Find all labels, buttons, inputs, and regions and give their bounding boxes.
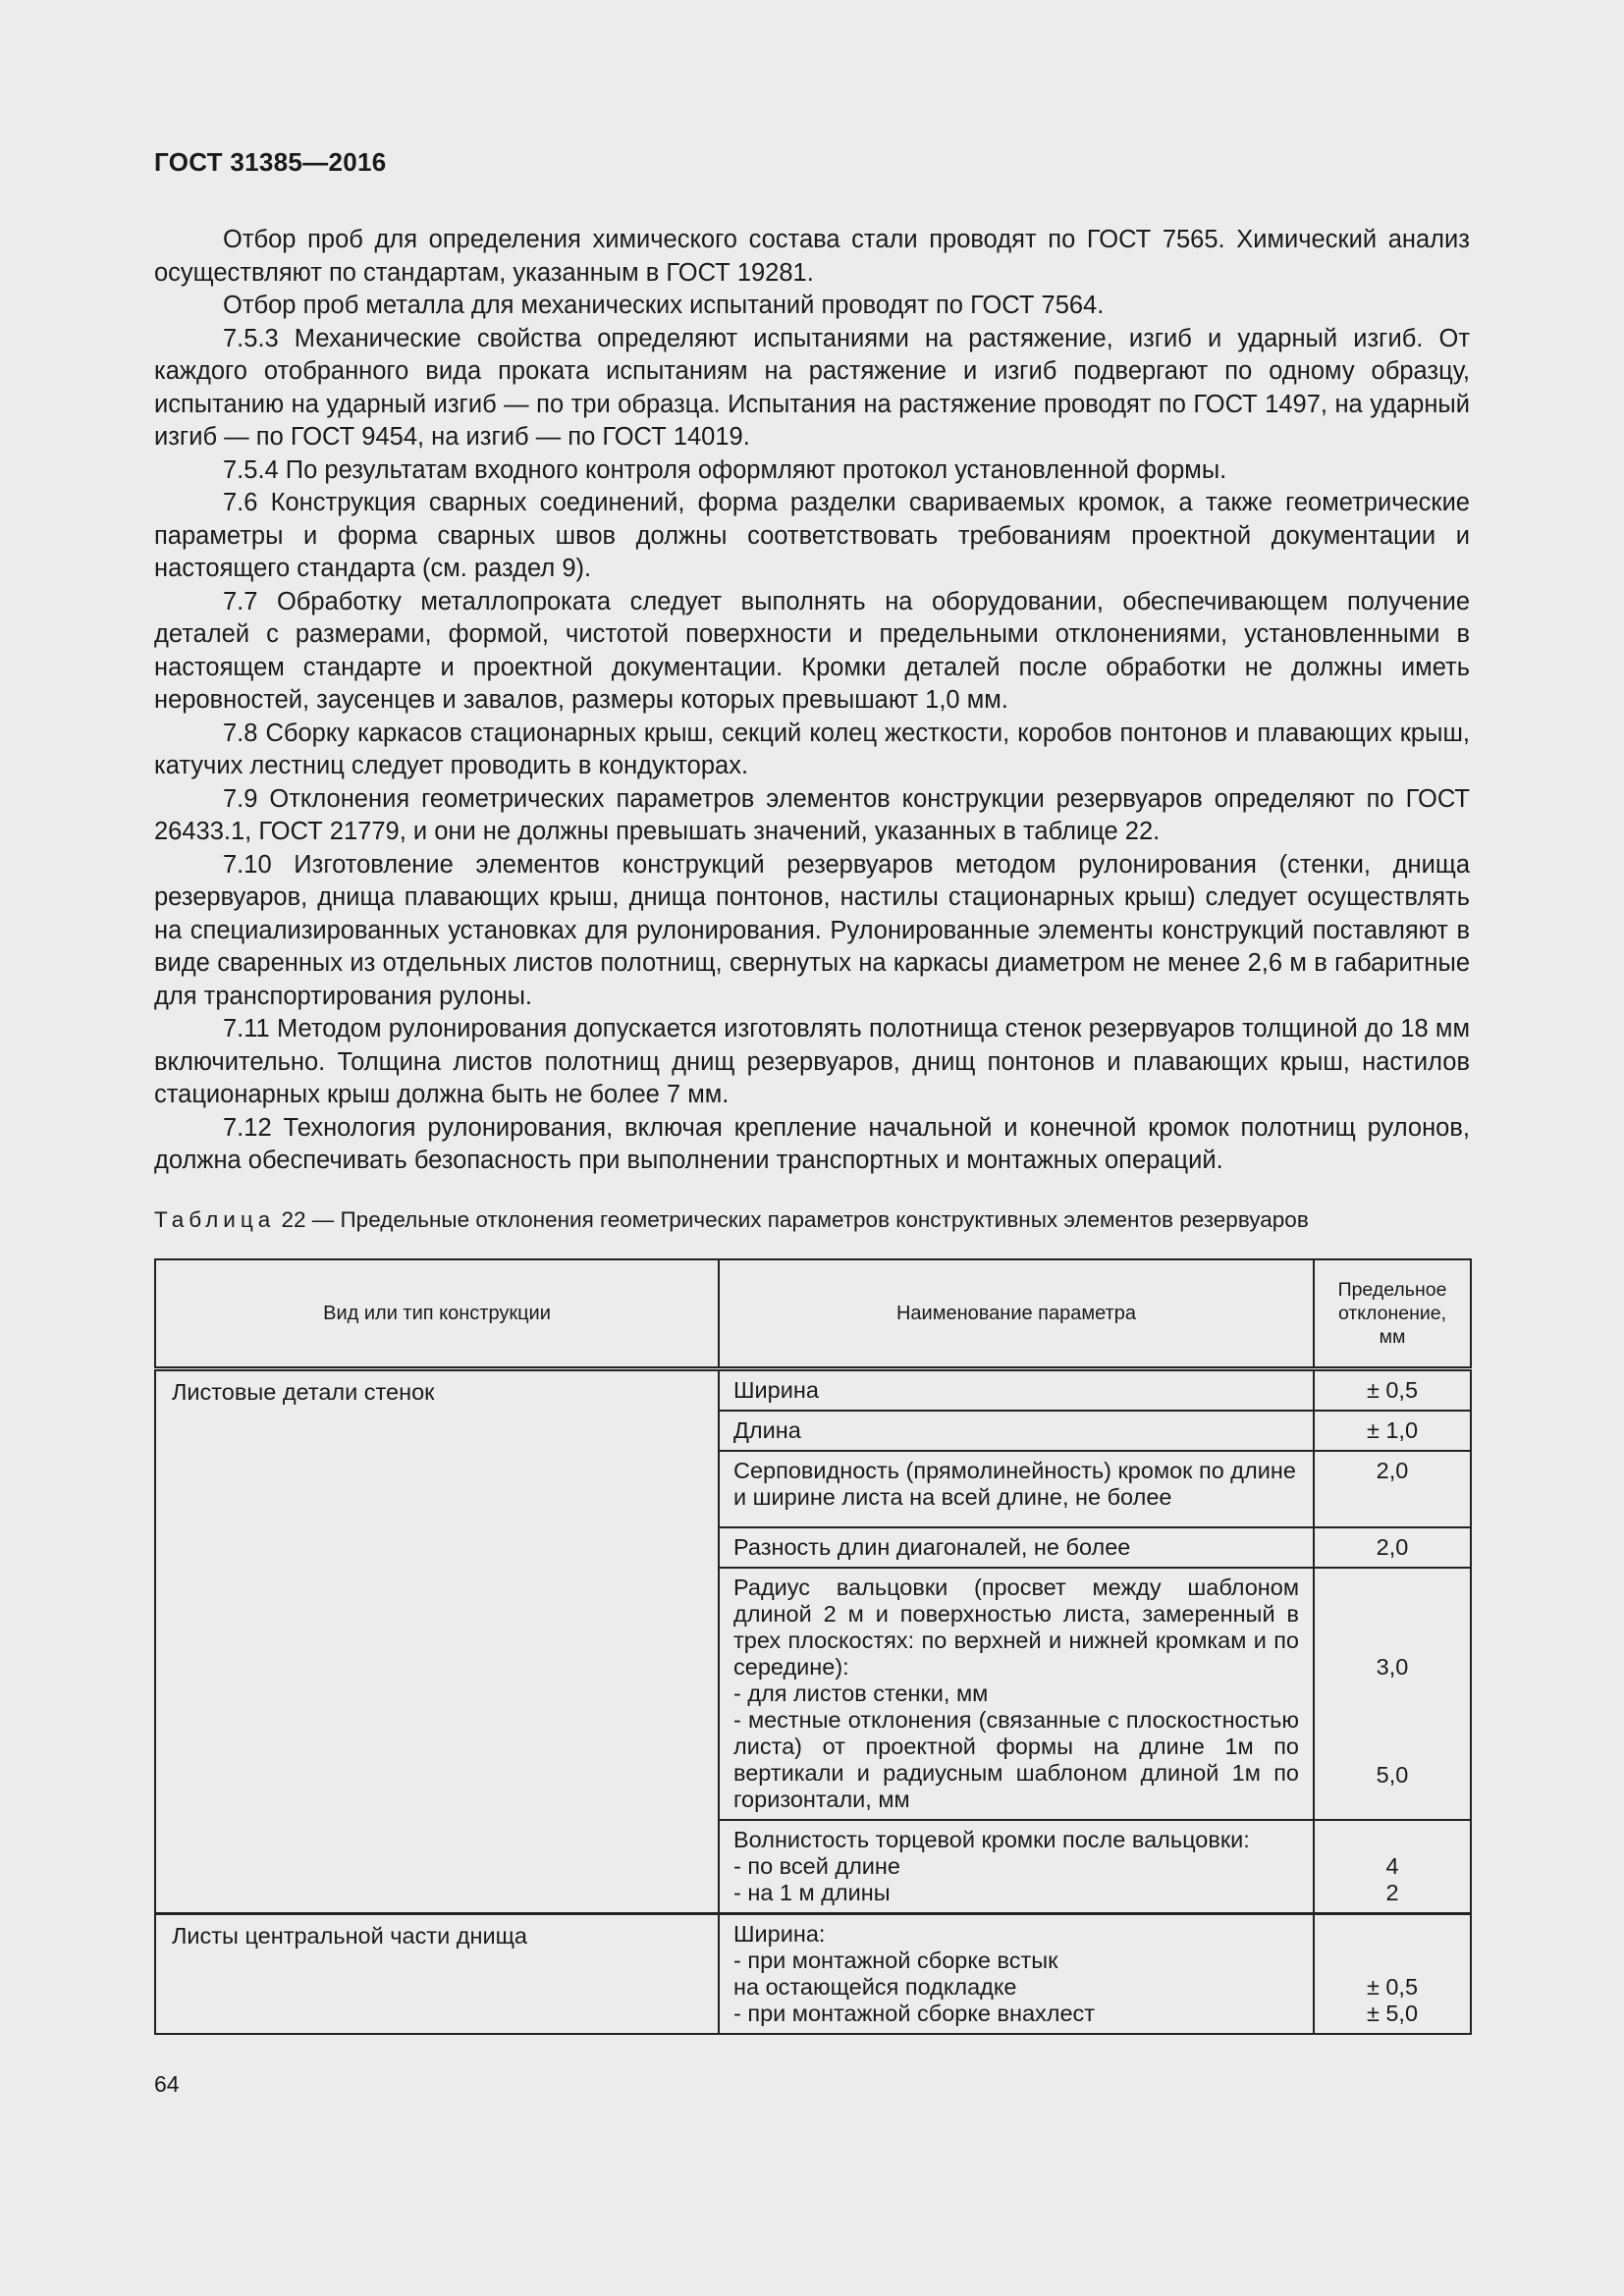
tolerance-cell: 2,0 (1314, 1451, 1471, 1527)
construction-type-cell: Листовые детали стенок (155, 1369, 719, 1914)
header-parameter-name: Наименование параметра (719, 1259, 1314, 1369)
parameter-cell: Длина (719, 1411, 1314, 1451)
page-number: 64 (154, 2071, 180, 2097)
table-caption (154, 1206, 1470, 1234)
paragraph: Отбор проб для определения химического состава стали проводят по ГОСТ 7565. Химический анализ осуществляют по стандартам, указанным в ГОСТ 19281. (154, 226, 1470, 287)
tolerance-cell: 4 2 (1314, 1820, 1471, 1914)
table-header-row (155, 1259, 1471, 1369)
paragraph: 7.8 Сборку каркасов стационарных крыш, секций колец жесткости, коробов понтонов и плавающих крыш, катучих лестниц следует проводить в кондукторах. (154, 719, 1470, 779)
parameter-cell: Волнистость торцевой кромки после вальцовки: - по всей длине - на 1 м длины (719, 1820, 1314, 1914)
table-row (155, 1369, 1471, 1412)
construction-type-cell: Листы центральной части днища (155, 1914, 719, 2035)
tolerance-cell: 2,0 (1314, 1527, 1471, 1568)
tolerance-table (154, 1258, 1472, 2035)
paragraph: 7.5.4 По результатам входного контроля оформляют протокол установленной формы. (223, 455, 1227, 484)
tolerance-cell: ± 1,0 (1314, 1411, 1471, 1451)
parameter-cell: Серповидность (прямолинейность) кромок по длине и ширине листа на всей длине, не более (719, 1451, 1314, 1527)
standard-header: ГОСТ 31385—2016 (154, 147, 387, 177)
paragraph: 7.5.3 Механические свойства определяют испытаниями на растяжение, изгиб и ударный изгиб. От каждого отобранного вида проката испытаниям на растяжение и изгиб подвергают по одному образцу, испытанию на ударный изгиб — по три образца. Испытания на растяжение проводят по ГОСТ 1497, на ударный изгиб — по ГОСТ 9454, на изгиб — по ГОСТ 14019. (154, 324, 1470, 451)
tolerance-cell: ± 0,5 (1314, 1369, 1471, 1412)
body-text (154, 224, 1470, 1178)
table-caption-word: Таблица (154, 1207, 276, 1232)
parameter-cell: Разность длин диагоналей, не более (719, 1527, 1314, 1568)
paragraph: 7.7 Обработку металлопроката следует выполнять на оборудовании, обеспечивающем получение деталей с размерами, формой, чистотой поверхности и предельными отклонениями, установленными в настоящем стандарте и проектной документации. Кромки деталей после обработки не должны иметь неровностей, заусенцев и завалов, размеры которых превышают 1,0 мм. (154, 587, 1470, 714)
header-tolerance: Предельное отклонение, мм (1314, 1259, 1471, 1369)
parameter-cell: Ширина (719, 1369, 1314, 1412)
paragraph: Отбор проб металла для механических испытаний проводят по ГОСТ 7564. (223, 292, 1105, 319)
table-caption-title: 22 — Предельные отклонения геометрических параметров конструктивных элементов резервуаров (275, 1207, 1309, 1232)
tolerance-cell: ± 0,5 ± 5,0 (1314, 1914, 1471, 2035)
paragraph: 7.12 Технология рулонирования, включая крепление начальной и конечной кромок полотнищ рулонов, должна обеспечивать безопасность при выполнении транспортных и монтажных операций. (154, 1113, 1470, 1174)
tolerance-cell: 3,0 5,0 (1314, 1568, 1471, 1820)
parameter-cell: Ширина: - при монтажной сборке встык на остающейся подкладке - при монтажной сборке внахлест (719, 1914, 1314, 2035)
paragraph: 7.9 Отклонения геометрических параметров элементов конструкции резервуаров определяют по ГОСТ 26433.1, ГОСТ 21779, и они не должны превышать значений, указанных в таблице 22. (154, 784, 1470, 845)
paragraph: 7.11 Методом рулонирования допускается изготовлять полотнища стенок резервуаров толщиной до 18 мм включительно. Толщина листов полотнищ днищ резервуаров, днищ понтонов и плавающих крыш, настилов стационарных крыш должна быть не более 7 мм. (154, 1015, 1470, 1108)
header-construction-type: Вид или тип конструкции (155, 1259, 719, 1369)
paragraph: 7.6 Конструкция сварных соединений, форма разделки свариваемых кромок, а также геометрические параметры и форма сварных швов должны соответствовать требованиям проектной документации и настоящего стандарта (см. раздел 9). (154, 489, 1470, 582)
parameter-cell: Радиус вальцовки (просвет между шаблоном длиной 2 м и поверхностью листа, замеренный в трех плоскостях: по верхней и нижней кромкам и по середине): - для листов стенки, мм - местные отклонения (связанные с плоскостностью листа) от проектной формы на длине 1м по вертикали и радиусным шаблоном длиной 1м по горизонтали, мм (719, 1568, 1314, 1820)
table-row (155, 1914, 1471, 2035)
paragraph: 7.10 Изготовление элементов конструкций резервуаров методом рулонирования (стенки, днища резервуаров, днища плавающих крыш, днища понтонов, настилы стационарных крыш) следует осуществлять на специализированных установках для рулонирования. Рулонированные элементы конструкций поставляют в виде сваренных из отдельных листов полотнищ, свернутых на каркасы диаметром не менее 2,6 м в габаритные для транспортирования рулоны. (154, 850, 1470, 1010)
